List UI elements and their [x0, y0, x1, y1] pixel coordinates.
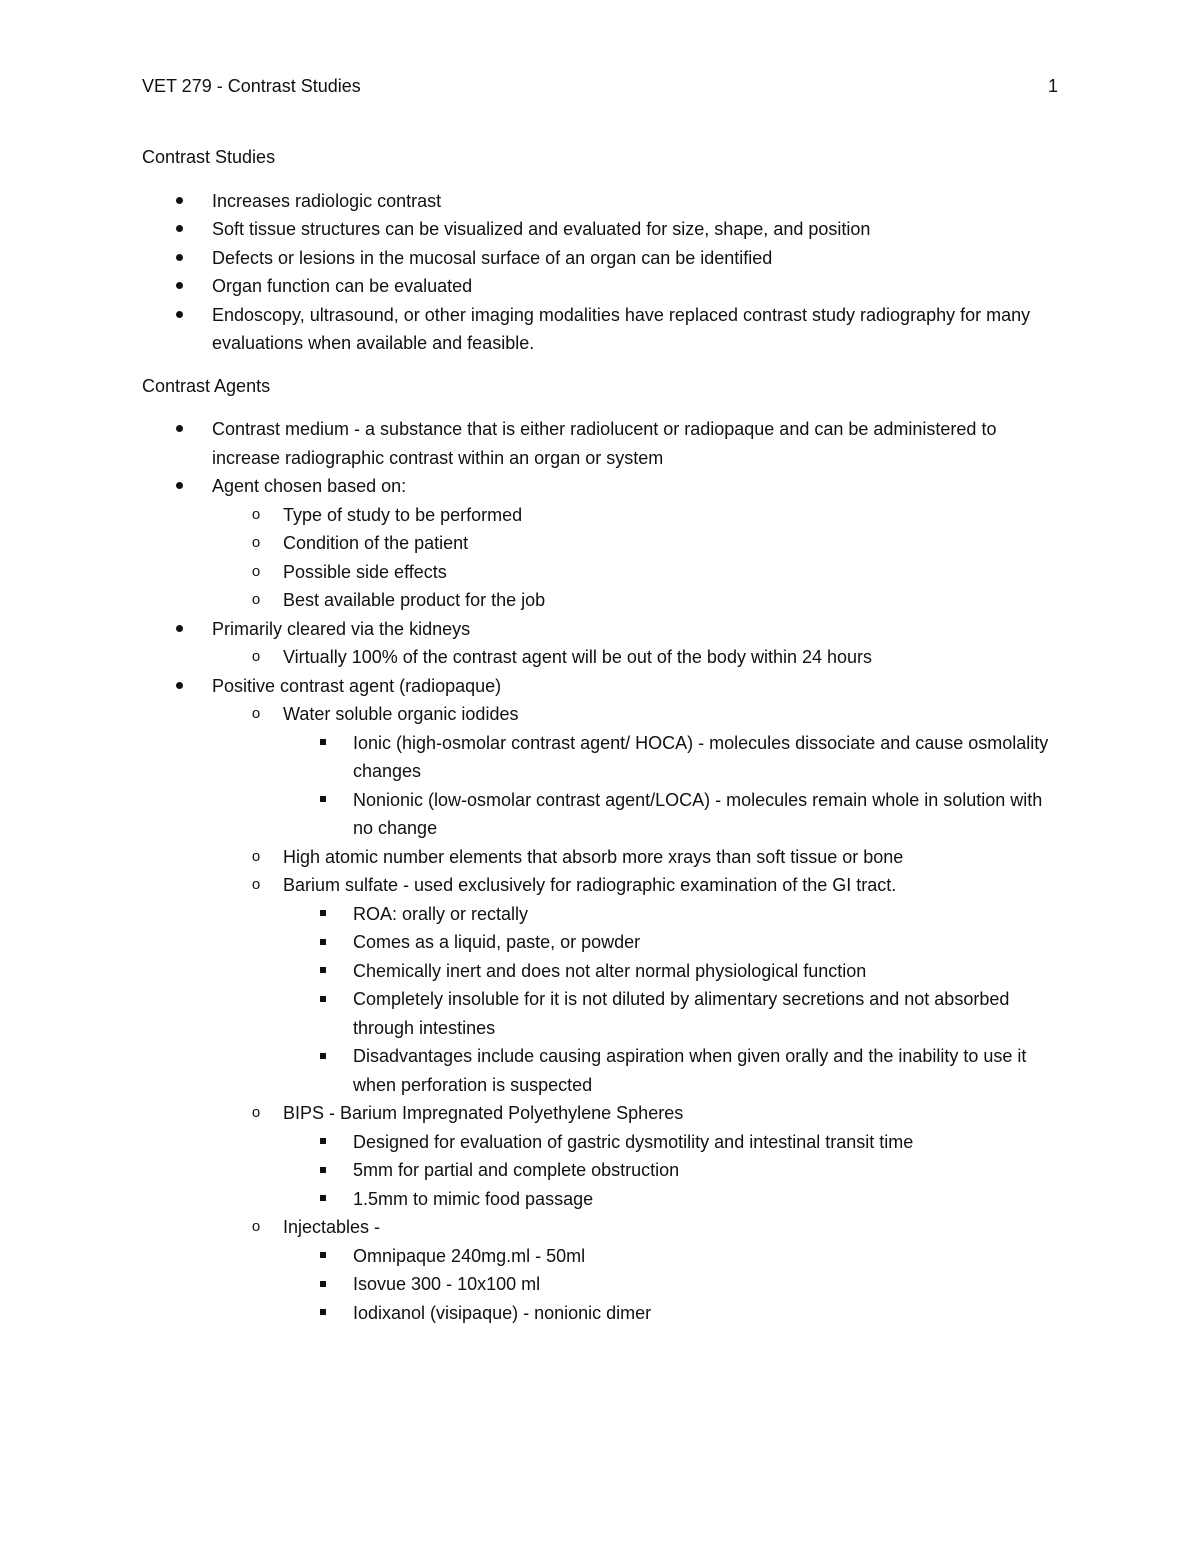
bullet-square-icon: [317, 957, 329, 986]
list-item: [142, 472, 1062, 615]
bullet-square-icon: [317, 1185, 329, 1214]
list-item: [142, 871, 1062, 1099]
bullet-circle-icon: o: [251, 876, 261, 893]
bullet-square-icon: [317, 928, 329, 957]
list-item-text: Disadvantages include causing aspiration when given orally and the inability to use it when perforation is suspected: [353, 1046, 1027, 1095]
list-item: [142, 672, 1062, 1328]
list-item-text: Designed for evaluation of gastric dysmotility and intestinal transit time: [353, 1131, 914, 1152]
list-item-text: Increases radiologic contrast: [212, 190, 442, 211]
list-item: [142, 215, 1062, 244]
list-item: [142, 615, 1062, 672]
bullet-list-level-2: [142, 501, 1062, 615]
bullet-list-level-1: [142, 187, 1062, 358]
list-item: [142, 301, 1062, 358]
bullet-dot-icon: [174, 215, 184, 244]
list-item: [142, 1242, 1062, 1271]
list-item-text: Comes as a liquid, paste, or powder: [353, 932, 641, 952]
list-item-text: Defects or lesions in the mucosal surface of an organ can be identified: [212, 247, 773, 268]
bullet-circle-icon: o: [251, 505, 261, 523]
list-item-text: Virtually 100% of the contrast agent will be out of the body within 24 hours: [283, 647, 873, 667]
list-item-text: High atomic number elements that absorb more xrays than soft tissue or bone: [283, 846, 904, 867]
bullet-square-icon: [317, 1128, 329, 1157]
list-item-text: Positive contrast agent (radiopaque): [212, 675, 502, 696]
bullet-square-icon: [317, 786, 329, 815]
list-item: [142, 501, 1062, 530]
list-item: [142, 1213, 1062, 1327]
list-item-text: Possible side effects: [283, 561, 447, 582]
list-item: [142, 1299, 1062, 1328]
bullet-dot-icon: [174, 672, 184, 701]
list-item-text: 1.5mm to mimic food passage: [353, 1188, 594, 1209]
list-item-text: Contrast medium - a substance that is either radiolucent or radiopaque and can be administered to increase radiographic contrast within an organ or system: [212, 419, 997, 468]
bullet-circle-icon: o: [251, 1218, 261, 1235]
bullet-circle-icon: o: [251, 591, 261, 608]
bullet-square-icon: [317, 1156, 329, 1185]
bullet-circle-icon: o: [251, 562, 261, 580]
list-item-text: Injectables -: [283, 1217, 381, 1237]
list-item: [142, 272, 1062, 301]
bullet-square-icon: [317, 985, 329, 1014]
document-body: [142, 143, 1062, 1327]
bullet-square-icon: [317, 1242, 329, 1271]
bullet-square-icon: [317, 1270, 329, 1299]
bullet-circle-icon: o: [251, 1104, 261, 1121]
bullet-list-level-2: [142, 643, 1062, 672]
list-item-text: Best available product for the job: [283, 590, 546, 610]
section-heading: Contrast Agents: [142, 375, 271, 396]
list-item: [142, 729, 1062, 786]
list-item: [142, 786, 1062, 843]
running-header: [142, 74, 1058, 98]
list-item: [142, 529, 1062, 558]
bullet-list-level-3: [142, 1242, 1062, 1328]
list-item: [142, 586, 1062, 615]
bullet-list-level-3: [142, 729, 1062, 843]
bullet-square-icon: [317, 1299, 329, 1328]
list-item-text: Completely insoluble for it is not diluted by alimentary secretions and not absorbed through intestines: [353, 989, 1010, 1038]
bullet-dot-icon: [174, 615, 184, 644]
list-item: [142, 1156, 1062, 1185]
bullet-circle-icon: o: [251, 705, 261, 722]
list-item-text: Omnipaque 240mg.ml - 50ml: [353, 1245, 586, 1266]
list-item: [142, 957, 1062, 986]
list-item: [142, 558, 1062, 587]
list-item-text: Soft tissue structures can be visualized and evaluated for size, shape, and position: [212, 219, 871, 239]
list-item-text: Organ function can be evaluated: [212, 276, 473, 296]
list-item-text: BIPS - Barium Impregnated Polyethylene Spheres: [283, 1103, 684, 1123]
list-item: [142, 1128, 1062, 1157]
list-item-text: Iodixanol (visipaque) - nonionic dimer: [353, 1302, 652, 1323]
bullet-dot-icon: [174, 472, 184, 501]
list-item-text: Agent chosen based on:: [212, 476, 407, 496]
list-item: [142, 1042, 1062, 1099]
bullet-list-level-3: [142, 900, 1062, 1100]
list-item-text: Ionic (high-osmolar contrast agent/ HOCA) - molecules dissociate and cause osmolality changes: [353, 732, 1049, 781]
list-item: [142, 415, 1062, 472]
list-item-text: Type of study to be performed: [283, 504, 523, 525]
list-item-text: Chemically inert and does not alter normal physiological function: [353, 960, 867, 981]
list-item-text: Nonionic (low-osmolar contrast agent/LOCA) - molecules remain whole in solution with no change: [353, 789, 1043, 838]
list-item-text: Isovue 300 - 10x100 ml: [353, 1274, 541, 1294]
bullet-dot-icon: [174, 415, 184, 444]
bullet-square-icon: [317, 900, 329, 929]
bullet-dot-icon: [174, 301, 184, 330]
section-heading: Contrast Studies: [142, 147, 276, 167]
list-item: [142, 700, 1062, 843]
bullet-list-level-1: [142, 415, 1062, 1327]
list-item-text: Barium sulfate - used exclusively for radiographic examination of the GI tract.: [283, 875, 897, 895]
list-item: [142, 1099, 1062, 1213]
document-title: VET 279 - Contrast Studies: [142, 76, 361, 96]
list-item: [142, 643, 1062, 672]
list-item: [142, 900, 1062, 929]
bullet-circle-icon: o: [251, 534, 261, 551]
bullet-list-level-2: [142, 700, 1062, 1327]
list-item-text: Primarily cleared via the kidneys: [212, 618, 471, 639]
list-item: [142, 187, 1062, 216]
list-item-text: Condition of the patient: [283, 533, 469, 553]
bullet-square-icon: [317, 729, 329, 758]
bullet-dot-icon: [174, 187, 184, 216]
page-number: 1: [1047, 76, 1058, 96]
list-item: [142, 244, 1062, 273]
bullet-circle-icon: o: [251, 847, 261, 865]
list-item: [142, 1270, 1062, 1299]
bullet-dot-icon: [174, 244, 184, 273]
bullet-circle-icon: o: [251, 648, 261, 665]
list-item-text: ROA: orally or rectally: [353, 903, 529, 924]
list-item: [142, 985, 1062, 1042]
list-item-text: Endoscopy, ultrasound, or other imaging modalities have replaced contrast study radiography for many evaluations when available and feasible.: [212, 304, 1031, 353]
list-item: [142, 1185, 1062, 1214]
list-item: [142, 843, 1062, 872]
list-item: [142, 928, 1062, 957]
list-item-text: 5mm for partial and complete obstruction: [353, 1160, 680, 1180]
bullet-square-icon: [317, 1042, 329, 1071]
bullet-list-level-3: [142, 1128, 1062, 1214]
list-item-text: Water soluble organic iodides: [283, 704, 519, 724]
bullet-dot-icon: [174, 272, 184, 301]
